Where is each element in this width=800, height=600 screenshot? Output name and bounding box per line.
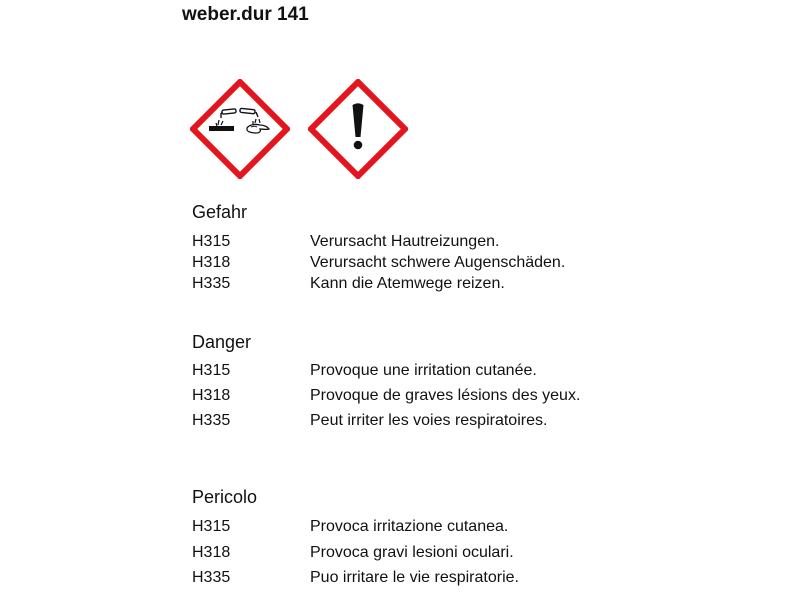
hazard-text: Puo irritare le vie respiratorie.	[310, 569, 519, 586]
hazard-code: H335	[192, 275, 231, 292]
hazard-code: H318	[192, 543, 231, 561]
hazard-code: H318	[192, 254, 231, 271]
signal-word: Danger	[192, 332, 252, 352]
hazard-code: H315	[192, 233, 231, 250]
hazard-text: Provoca gravi lesioni oculari.	[310, 543, 514, 561]
hazard-code: H335	[192, 569, 231, 586]
hazard-statement-row	[192, 360, 537, 385]
hazard-code: H318	[192, 387, 231, 404]
hazard-text: Verursacht schwere Augenschäden.	[310, 254, 566, 271]
hazard-statement-row	[192, 410, 548, 435]
hazard-statement-row	[192, 516, 509, 542]
hazard-statement-row	[192, 273, 505, 294]
hazard-text: Peut irriter les voies respiratoires.	[310, 412, 548, 429]
ghs-pictograms	[190, 79, 420, 179]
hazard-statement-row	[192, 252, 566, 273]
hazard-statement-row	[192, 385, 581, 410]
hazard-code: H335	[192, 412, 231, 429]
hazard-text: Verursacht Hautreizungen.	[310, 233, 500, 250]
hazard-code: H315	[192, 518, 231, 535]
product-title: weber.dur 141	[182, 4, 309, 25]
hazard-section-german	[192, 201, 566, 294]
hazard-section-french	[192, 331, 581, 435]
hazard-text: Provoque de graves lésions des yeux.	[310, 387, 581, 404]
hazard-code: H315	[192, 362, 231, 379]
signal-word: Gefahr	[192, 202, 248, 222]
hazard-statement-row	[192, 567, 519, 593]
hazard-statement-row	[192, 231, 500, 252]
hazard-text: Provoque une irritation cutanée.	[310, 362, 537, 379]
hazard-text: Kann die Atemwege reizen.	[310, 275, 505, 292]
ghs07-exclamation-icon	[308, 79, 408, 179]
signal-word: Pericolo	[192, 487, 258, 507]
hazard-text: Provoca irritazione cutanea.	[310, 518, 509, 535]
ghs05-corrosion-icon	[190, 79, 290, 179]
hazard-section-italian	[192, 486, 519, 593]
hazard-statement-row	[192, 542, 514, 568]
